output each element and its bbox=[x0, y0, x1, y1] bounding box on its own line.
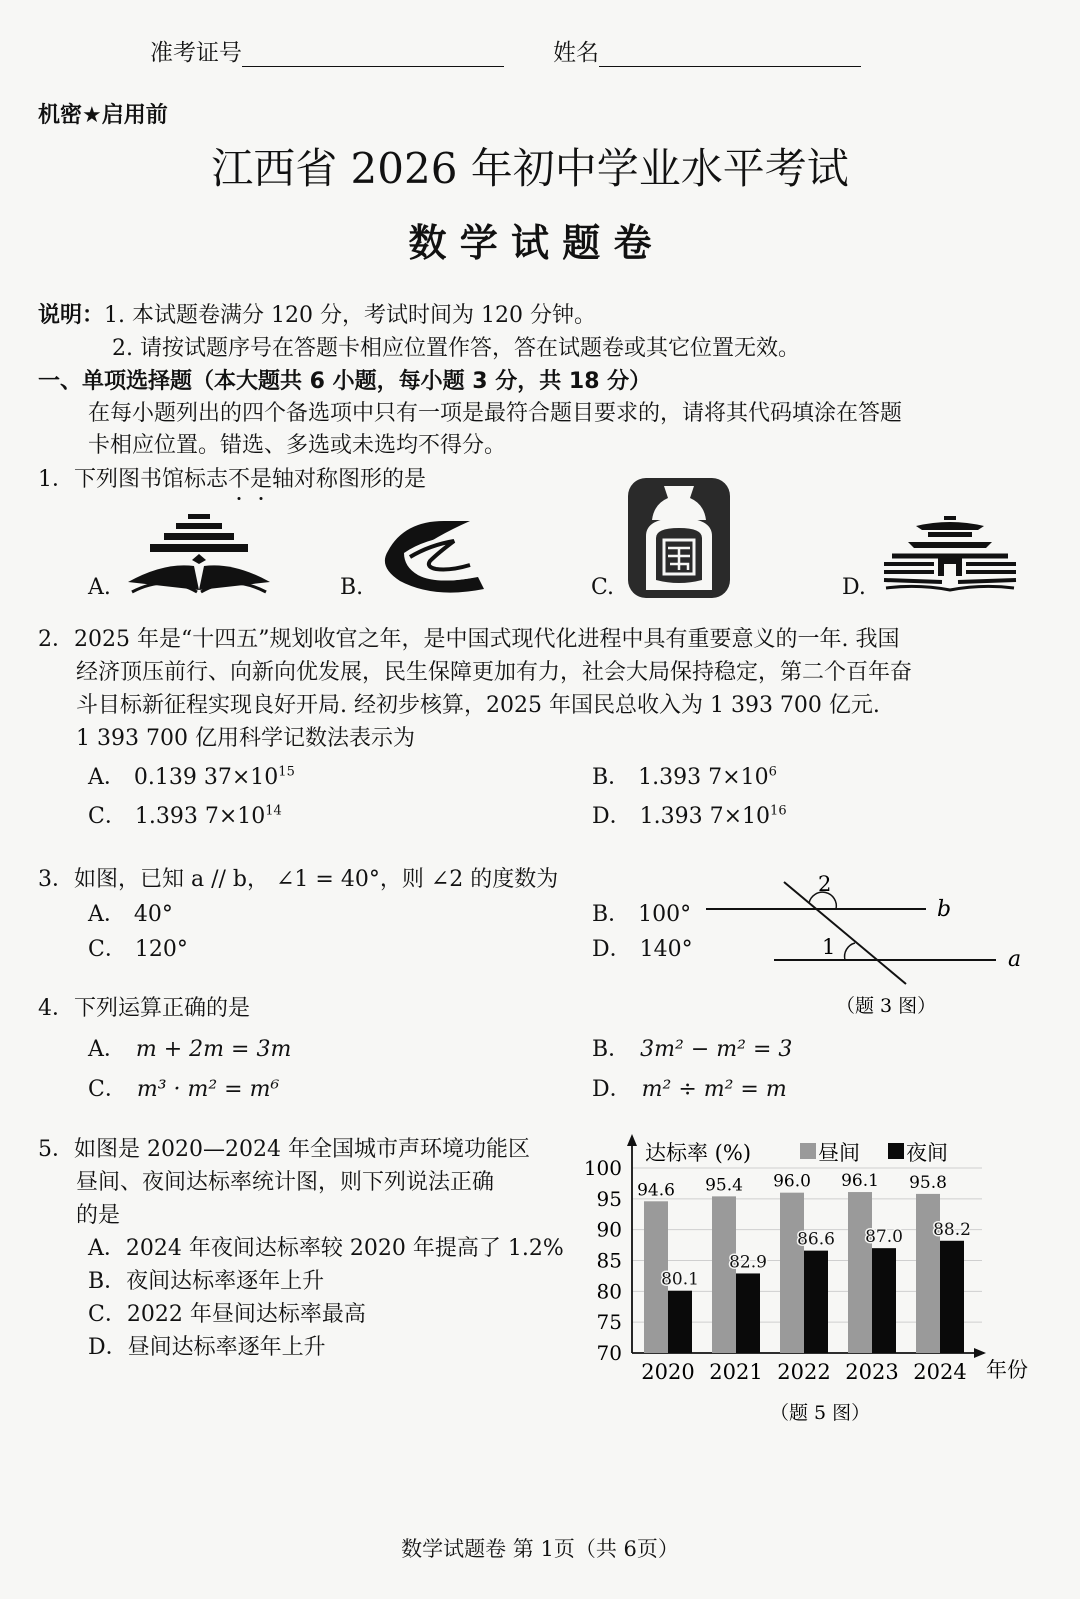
q5-bar-chart bbox=[580, 1128, 1050, 1428]
data-label-night: 86.6 bbox=[797, 1229, 835, 1250]
q2-stem-line1 bbox=[38, 622, 899, 653]
section1-instructions-1: 在每小题列出的四个备选项中只有一项是最符合题目要求的，请将其代码填涂在答题 bbox=[88, 401, 903, 426]
q3-option-b-label: B． bbox=[592, 902, 631, 927]
notes-line2: 2. 请按试题序号在答题卡相应位置作答，答在试题卷或其它位置无效。 bbox=[112, 336, 800, 361]
y-axis-arrow bbox=[627, 1134, 637, 1146]
y-tick-label: 80 bbox=[596, 1279, 622, 1304]
data-label-night: 87.0 bbox=[865, 1227, 903, 1248]
q3-option-d-text: 140° bbox=[639, 937, 693, 962]
q2-option-b[interactable] bbox=[592, 760, 777, 791]
q1-option-b-label: B. bbox=[340, 575, 364, 600]
q4-option-a-text: m + 2m = 3m bbox=[135, 1037, 292, 1062]
q4-option-a-label: A． bbox=[88, 1037, 126, 1062]
legend-swatch-day bbox=[800, 1143, 816, 1159]
library-logo-c-icon bbox=[628, 478, 730, 598]
q2-option-c-exponent: 14 bbox=[265, 803, 282, 819]
bar-day bbox=[712, 1196, 736, 1353]
q2-option-a[interactable] bbox=[88, 760, 295, 791]
q4-option-a[interactable] bbox=[88, 1032, 291, 1063]
legend-swatch-night bbox=[888, 1143, 904, 1159]
q3-number: 3． bbox=[38, 867, 74, 892]
q2-option-c-label: C． bbox=[88, 804, 127, 829]
x-axis-arrow bbox=[974, 1348, 986, 1358]
x-axis-label: 年份 bbox=[986, 1358, 1028, 1382]
q4-option-c[interactable] bbox=[88, 1072, 279, 1103]
q1-number: 1． bbox=[38, 467, 74, 492]
q2-option-a-base: 0.139 37×10 bbox=[133, 765, 279, 790]
q2-option-a-label: A． bbox=[88, 765, 126, 790]
q1-emphasis-1: 不 bbox=[228, 467, 251, 492]
library-logo-a-icon bbox=[128, 514, 270, 594]
q2-option-d-base: 1.393 7×10 bbox=[639, 804, 771, 829]
q4-option-d-text: m² ÷ m² = m bbox=[641, 1077, 787, 1102]
q2-line-3: 斗目标新征程实现良好开局. 经初步核算，2025 年国民总收入为 1 393 700 亿元. bbox=[76, 693, 880, 718]
q5-option-c-text: 2022 年昼间达标率最高 bbox=[126, 1302, 366, 1327]
library-logo-d-icon bbox=[882, 516, 1018, 592]
exam-number-blank[interactable] bbox=[242, 44, 504, 67]
q4-option-c-text: m³ · m² = m⁶ bbox=[136, 1077, 280, 1102]
library-logo-b-icon bbox=[374, 515, 486, 595]
q4-stem bbox=[38, 991, 250, 1022]
secret-label: 机密★启用前 bbox=[38, 103, 168, 128]
exam-title: 江西省 2026 年初中学业水平考试 bbox=[211, 144, 849, 193]
q4-option-c-label: C． bbox=[88, 1077, 127, 1102]
q5-line-2: 昼间、夜间达标率统计图，则下列说法正确 bbox=[76, 1170, 495, 1195]
q2-option-b-exponent: 6 bbox=[768, 764, 777, 780]
q3-option-a-text: 40° bbox=[133, 902, 173, 927]
notes bbox=[38, 298, 596, 329]
q2-option-b-label: B． bbox=[592, 765, 631, 790]
q1-option-d-label: D. bbox=[842, 575, 866, 600]
data-label-day: 94.6 bbox=[637, 1180, 675, 1201]
y-tick-label: 70 bbox=[596, 1341, 622, 1365]
name-blank[interactable] bbox=[599, 44, 861, 67]
q5-line-3: 的是 bbox=[76, 1203, 121, 1228]
q5-stem-line1 bbox=[38, 1132, 530, 1163]
q5-option-b-label: B． bbox=[88, 1269, 127, 1294]
bar-night bbox=[736, 1273, 760, 1353]
transversal bbox=[784, 882, 906, 984]
q4-number: 4． bbox=[38, 996, 74, 1021]
q2-option-d-label: D． bbox=[592, 804, 632, 829]
q4-option-b-text: 3m² − m² = 3 bbox=[640, 1037, 793, 1062]
q3-option-c-text: 120° bbox=[134, 937, 188, 962]
q1-option-c-label: C. bbox=[591, 575, 615, 600]
q3-option-b[interactable] bbox=[592, 897, 691, 928]
bar-night bbox=[804, 1251, 828, 1353]
q2-line-4: 1 393 700 亿用科学记数法表示为 bbox=[76, 726, 415, 751]
data-label-day: 95.4 bbox=[705, 1175, 743, 1196]
q3-option-c[interactable] bbox=[88, 932, 188, 963]
q2-option-c-base: 1.393 7×10 bbox=[134, 804, 266, 829]
angle-1-label: 1 bbox=[822, 935, 836, 959]
data-label-day: 95.8 bbox=[909, 1172, 947, 1193]
q3-stem bbox=[38, 862, 558, 893]
name-label: 姓名 bbox=[553, 40, 599, 66]
q5-option-a[interactable] bbox=[88, 1231, 564, 1262]
name-field[interactable] bbox=[553, 34, 861, 67]
q2-number: 2． bbox=[38, 627, 74, 652]
data-label-night: 80.1 bbox=[661, 1269, 699, 1290]
data-label-night: 82.9 bbox=[729, 1252, 767, 1273]
bar-day bbox=[848, 1192, 872, 1353]
q5-option-a-label: A． bbox=[88, 1236, 126, 1261]
section1-heading: 一、单项选择题（本大题共 6 小题，每小题 3 分，共 18 分） bbox=[38, 369, 652, 394]
notes-label: 说明： bbox=[38, 303, 105, 328]
exam-number-field[interactable] bbox=[150, 34, 504, 67]
q2-line-2: 经济顶压前行、向新向优发展，民生保障更加有力，社会大局保持稳定，第二个百年奋 bbox=[76, 660, 913, 685]
q3-option-d[interactable] bbox=[592, 932, 693, 963]
q5-option-d[interactable] bbox=[88, 1330, 326, 1361]
data-label-day: 96.1 bbox=[841, 1171, 879, 1192]
q5-option-d-label: D． bbox=[88, 1335, 128, 1360]
q5-option-a-text: 2024 年夜间达标率较 2020 年提高了 1.2% bbox=[125, 1236, 564, 1261]
y-tick-label: 75 bbox=[596, 1310, 622, 1335]
y-tick-label: 100 bbox=[583, 1156, 622, 1180]
notes-line1: 1. 本试题卷满分 120 分，考试时间为 120 分钟。 bbox=[104, 303, 596, 328]
q1-stem-post: 轴对称图形的是 bbox=[272, 467, 427, 492]
q2-option-d-exponent: 16 bbox=[770, 803, 787, 819]
q2-option-c[interactable] bbox=[88, 799, 282, 830]
q5-option-b[interactable] bbox=[88, 1264, 324, 1295]
data-label-night: 88.2 bbox=[933, 1219, 971, 1240]
q3-option-d-label: D． bbox=[592, 937, 632, 962]
q2-option-d[interactable] bbox=[592, 799, 787, 830]
paper-subtitle: 数 学 试 题 卷 bbox=[408, 221, 652, 265]
q2-line-1: 2025 年是“十四五”规划收官之年，是中国式现代化进程中具有重要意义的一年. 我国 bbox=[74, 627, 900, 652]
q4-stem-text: 下列运算正确的是 bbox=[74, 996, 251, 1021]
q4-option-d[interactable] bbox=[592, 1072, 787, 1103]
q1-option-a-label: A. bbox=[88, 575, 111, 600]
q5-number: 5． bbox=[38, 1137, 74, 1162]
q3-option-a-label: A． bbox=[88, 902, 126, 927]
legend-label-night: 夜间 bbox=[906, 1141, 948, 1165]
q1-stem-pre: 下列图书馆标志 bbox=[74, 467, 229, 492]
line-a-label: a bbox=[1008, 947, 1022, 972]
q2-option-a-exponent: 15 bbox=[278, 764, 295, 780]
section1-instructions-2: 卡相应位置。错选、多选或未选均不得分。 bbox=[88, 433, 507, 458]
line-b-label: b bbox=[937, 897, 952, 922]
q5-option-c-label: C． bbox=[88, 1302, 127, 1327]
q5-figure-caption: （题 5 图） bbox=[770, 1402, 871, 1424]
q3-option-b-text: 100° bbox=[638, 902, 692, 927]
bar-night bbox=[668, 1291, 692, 1353]
q3-option-c-label: C． bbox=[88, 937, 127, 962]
q4-option-b-label: B． bbox=[592, 1037, 631, 1062]
angle-1-arc bbox=[845, 943, 855, 960]
y-tick-label: 95 bbox=[596, 1186, 622, 1211]
x-tick-label: 2024 bbox=[913, 1360, 967, 1384]
q3-figure bbox=[700, 870, 1040, 1020]
x-tick-label: 2021 bbox=[709, 1360, 763, 1384]
y-axis-label: 达标率 (%) bbox=[645, 1141, 752, 1165]
q3-option-a[interactable] bbox=[88, 897, 173, 928]
bar-night bbox=[872, 1248, 896, 1353]
exam-number-label: 准考证号 bbox=[150, 40, 242, 66]
data-label-day: 96.0 bbox=[773, 1171, 811, 1192]
q5-option-c[interactable] bbox=[88, 1297, 366, 1328]
y-tick-label: 90 bbox=[596, 1217, 622, 1242]
q3-stem-text: 如图，已知 a // b， ∠1 = 40°，则 ∠2 的度数为 bbox=[74, 867, 559, 892]
y-tick-label: 85 bbox=[596, 1248, 622, 1273]
q5-option-d-text: 昼间达标率逐年上升 bbox=[127, 1335, 326, 1360]
x-tick-label: 2020 bbox=[641, 1360, 695, 1384]
page-footer: 数学试题卷 第 1页（共 6页） bbox=[401, 1537, 679, 1561]
bar-day bbox=[780, 1193, 804, 1353]
q5-line-1: 如图是 2020—2024 年全国城市声环境功能区 bbox=[74, 1137, 530, 1162]
q3-figure-caption: （题 3 图） bbox=[836, 995, 937, 1017]
q2-option-b-base: 1.393 7×10 bbox=[638, 765, 769, 790]
legend-label-day: 昼间 bbox=[818, 1141, 860, 1165]
angle-2-label: 2 bbox=[818, 872, 832, 896]
x-tick-label: 2023 bbox=[845, 1360, 899, 1384]
bar-night bbox=[940, 1241, 964, 1353]
q5-option-b-text: 夜间达标率逐年上升 bbox=[126, 1269, 325, 1294]
q1-stem bbox=[38, 462, 426, 493]
q1-emphasis-2: 是 bbox=[250, 467, 273, 492]
x-tick-label: 2022 bbox=[777, 1360, 831, 1384]
q4-option-b[interactable] bbox=[592, 1032, 792, 1063]
bar-day bbox=[916, 1194, 940, 1353]
q4-option-d-label: D． bbox=[592, 1077, 632, 1102]
